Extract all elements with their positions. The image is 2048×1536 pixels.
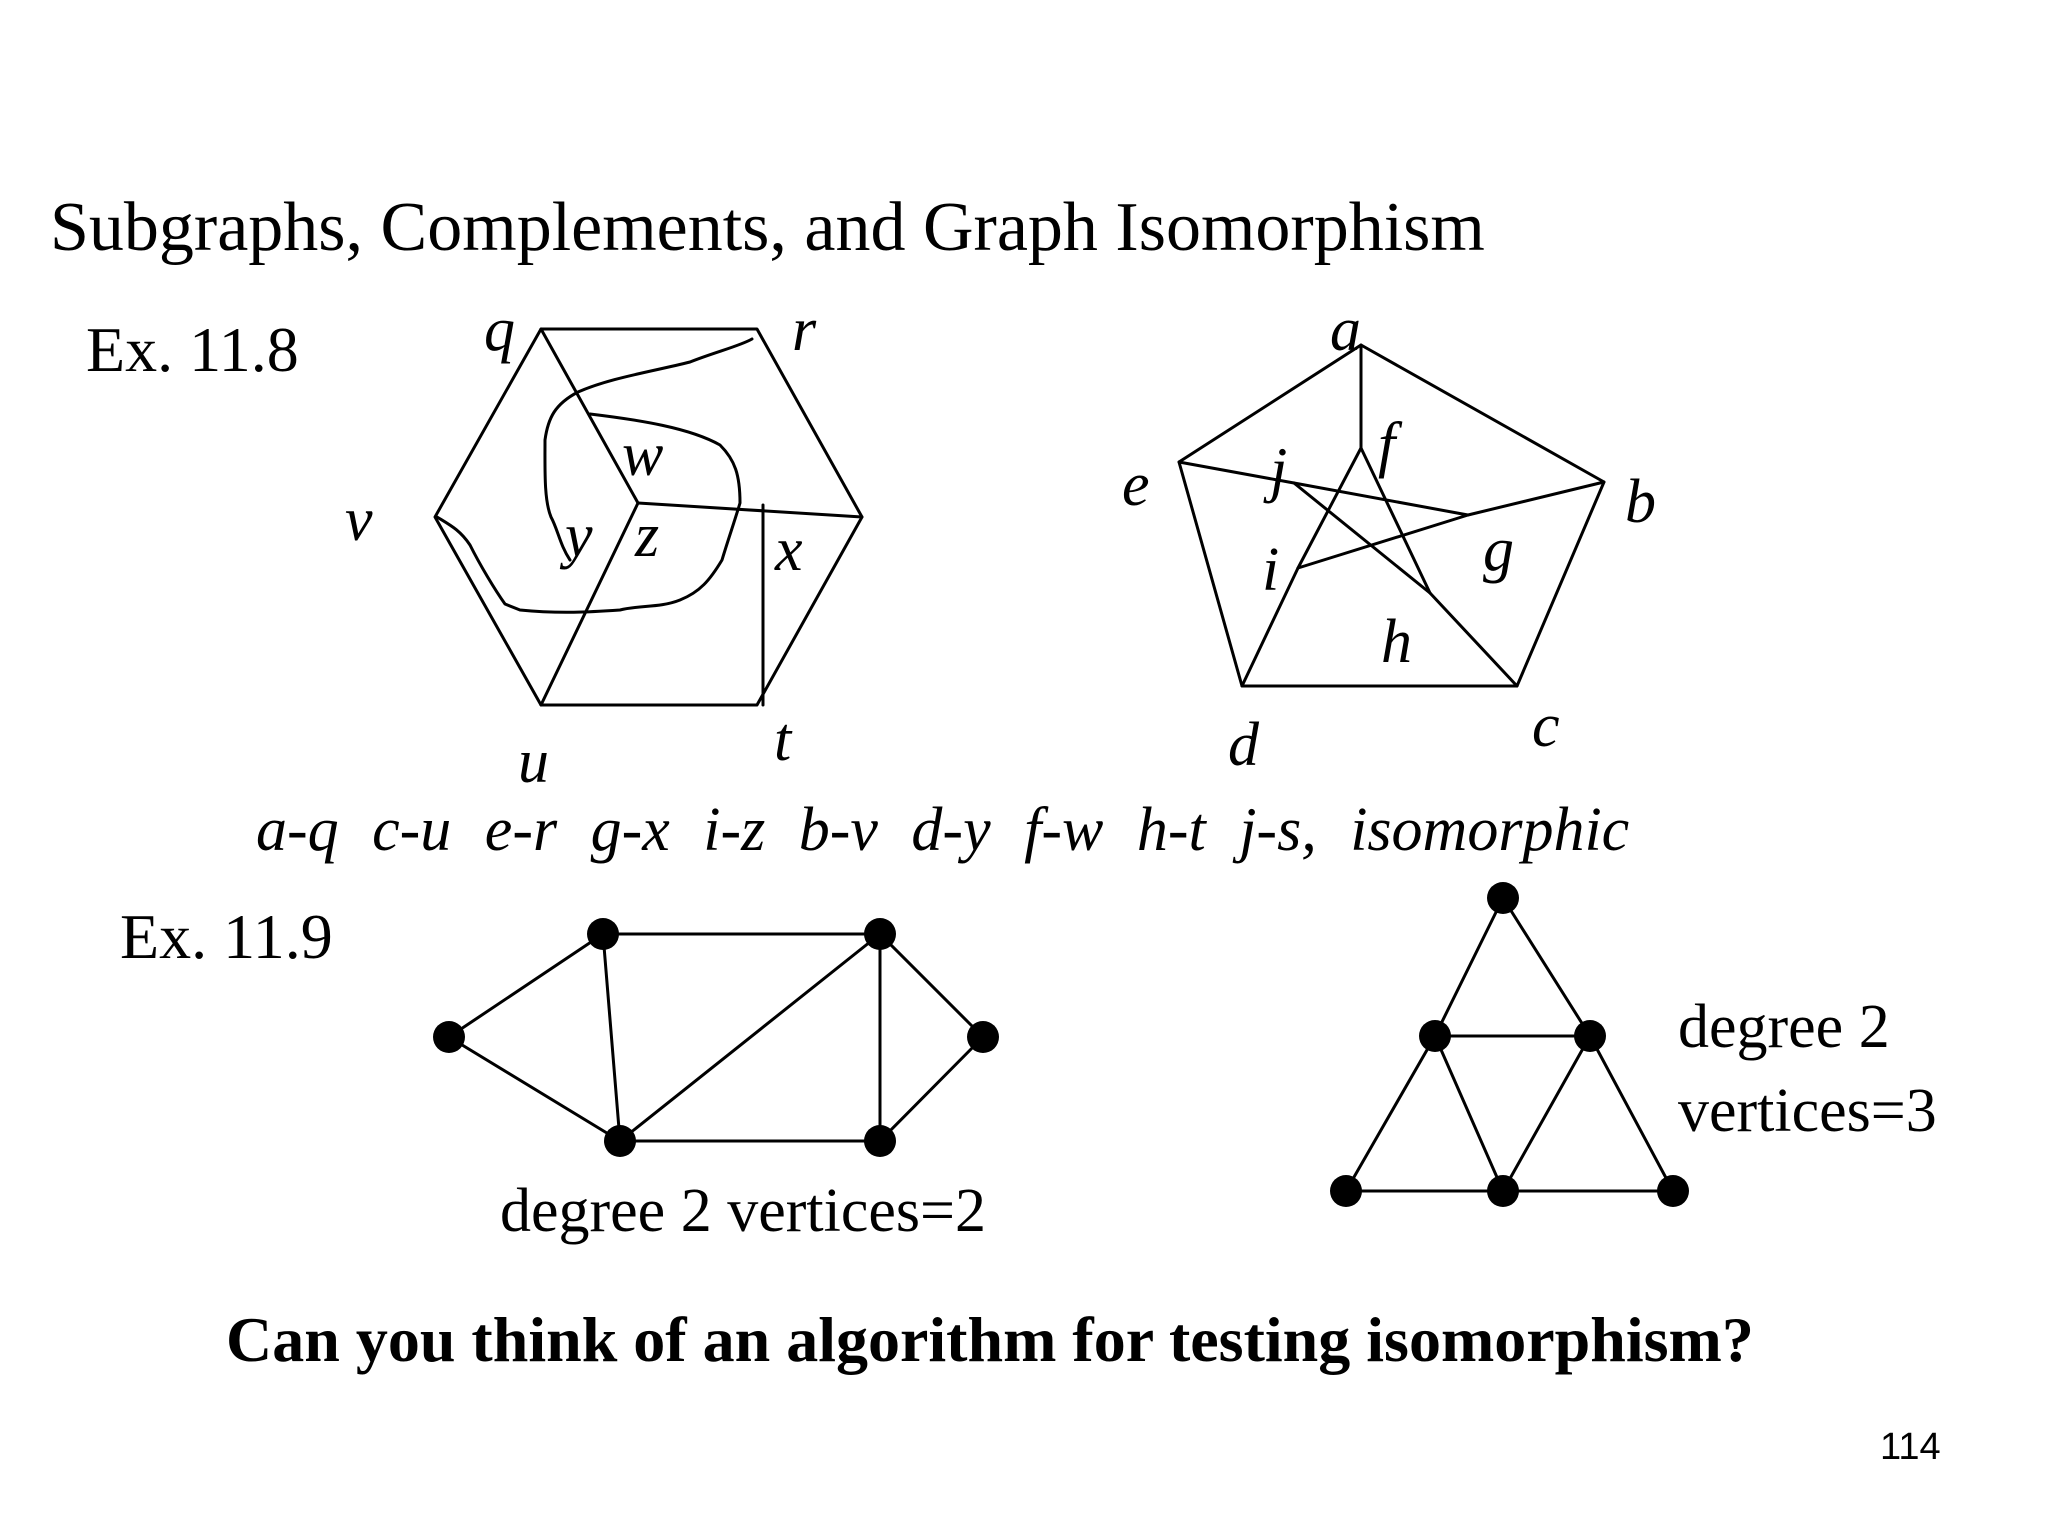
graph-vertex — [587, 918, 619, 950]
left-graph — [449, 934, 983, 1141]
vertex-label-y: y — [565, 502, 593, 570]
vertex-label-t: t — [774, 706, 792, 774]
vertex-label-v: v — [345, 486, 373, 554]
isomorphism-mapping: a-q c-u e-r g-x i-z b-v d-y f-w h-t j-s, isomorphic — [256, 796, 1630, 864]
right-graph-caption — [1678, 985, 1937, 1153]
right-graph-caption-line-1: degree 2 — [1678, 993, 1890, 1061]
example-11-9-label: Ex. 11.9 — [120, 901, 333, 972]
vertex-label-u: u — [518, 728, 549, 796]
graph-vertex — [1574, 1020, 1606, 1052]
graph-vertex — [864, 1125, 896, 1157]
graph-vertex — [1487, 882, 1519, 914]
vertex-label-x: x — [775, 516, 803, 584]
graph-vertex — [604, 1125, 636, 1157]
vertex-label-r: r — [792, 296, 817, 364]
vertex-label-d: d — [1228, 711, 1259, 779]
graph-vertex — [1330, 1175, 1362, 1207]
vertex-label-f: f — [1378, 411, 1396, 479]
right-graph-caption-line-2: vertices=3 — [1678, 1077, 1937, 1145]
vertex-label-z: z — [635, 502, 660, 570]
graph-vertex — [967, 1021, 999, 1053]
graph-vertex — [1419, 1020, 1451, 1052]
vertex-label-w: w — [622, 421, 664, 489]
right-graph — [1346, 898, 1673, 1191]
left-graph-caption: degree 2 vertices=2 — [500, 1177, 986, 1245]
vertex-label-q: q — [484, 296, 515, 364]
graph-vertex — [864, 918, 896, 950]
vertex-label-a: a — [1330, 296, 1361, 364]
graph-vertex — [1487, 1175, 1519, 1207]
vertex-label-i: i — [1262, 536, 1280, 604]
graph-vertex — [1657, 1175, 1689, 1207]
graph-vertex — [433, 1021, 465, 1053]
page-number: 114 — [1880, 1426, 1941, 1468]
vertex-label-c: c — [1532, 692, 1560, 760]
vertex-label-g: g — [1483, 516, 1514, 584]
slide-title: Subgraphs, Complements, and Graph Isomorphism — [50, 189, 1485, 266]
vertex-label-b: b — [1625, 468, 1656, 536]
vertex-label-e: e — [1122, 451, 1150, 519]
example-11-8-label: Ex. 11.8 — [86, 314, 299, 385]
vertex-label-j: j — [1270, 436, 1288, 504]
vertex-label-h: h — [1381, 608, 1412, 676]
closing-question: Can you think of an algorithm for testing isomorphism? — [226, 1304, 1754, 1375]
